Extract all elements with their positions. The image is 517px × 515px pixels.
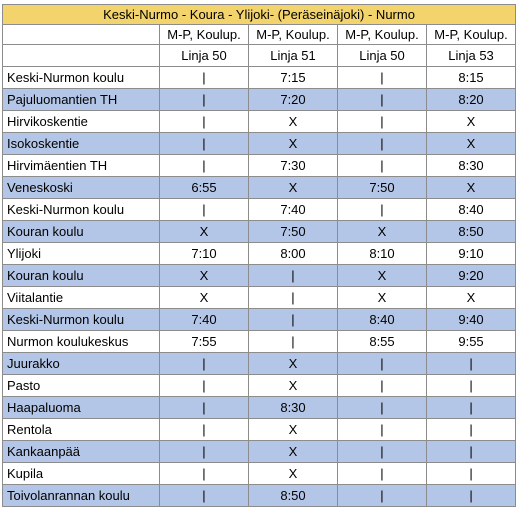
departure-cell: X [160,265,249,287]
stop-name: Kankaanpää [3,441,160,463]
title-row [3,5,516,25]
departure-cell: X [338,221,427,243]
departure-cell: | [338,199,427,221]
stop-name: Hirvimäentien TH [3,155,160,177]
stop-name: Keski-Nurmon koulu [3,199,160,221]
stop-row [3,419,516,441]
departure-cell: | [160,133,249,155]
stop-name: Nurmon koulukeskus [3,331,160,353]
stop-name: Viitalantie [3,287,160,309]
departure-cell: 6:55 [160,177,249,199]
stop-row [3,309,516,331]
departure-cell: | [338,133,427,155]
stop-row [3,243,516,265]
stop-row [3,265,516,287]
departure-cell: 8:30 [427,155,516,177]
departure-cell: 7:40 [160,309,249,331]
departure-cell: X [427,177,516,199]
departure-cell: 8:00 [249,243,338,265]
departure-cell: | [249,265,338,287]
header-days-row [3,25,516,45]
stop-name: Isokoskentie [3,133,160,155]
header-lines-row [3,45,516,67]
departure-cell: 7:40 [249,199,338,221]
stop-row [3,463,516,485]
departure-cell: X [249,441,338,463]
header-corner [3,25,160,45]
departure-cell: 9:10 [427,243,516,265]
departure-cell: X [338,287,427,309]
stop-row [3,485,516,507]
departure-cell: X [249,177,338,199]
departure-cell: | [160,463,249,485]
departure-cell: | [338,419,427,441]
departure-cell: 7:10 [160,243,249,265]
stop-name: Hirvikoskentie [3,111,160,133]
timetable [2,4,516,507]
departure-cell: | [338,463,427,485]
departure-cell: | [160,441,249,463]
departure-cell: | [160,111,249,133]
departure-cell: 7:15 [249,67,338,89]
header-day: M-P, Koulup. [427,25,516,45]
departure-cell: | [338,375,427,397]
departure-cell: X [338,265,427,287]
departure-cell: | [338,397,427,419]
departure-cell: | [427,397,516,419]
stop-name: Pasto [3,375,160,397]
departure-cell: | [160,397,249,419]
stop-row [3,199,516,221]
stop-name: Keski-Nurmon koulu [3,309,160,331]
departure-cell: | [160,375,249,397]
stop-row [3,177,516,199]
stop-row [3,155,516,177]
departure-cell: | [427,463,516,485]
departure-cell: | [338,67,427,89]
stop-row [3,441,516,463]
header-line: Linja 53 [427,45,516,67]
departure-cell: X [249,353,338,375]
departure-cell: 8:40 [427,199,516,221]
stop-row [3,89,516,111]
departure-cell: X [160,221,249,243]
departure-cell: X [249,375,338,397]
stop-row [3,111,516,133]
departure-cell: X [249,111,338,133]
departure-cell: 8:55 [338,331,427,353]
header-day: M-P, Koulup. [249,25,338,45]
departure-cell: 9:20 [427,265,516,287]
departure-cell: X [427,111,516,133]
departure-cell: 8:40 [338,309,427,331]
departure-cell: 8:30 [249,397,338,419]
stop-name: Toivolanrannan koulu [3,485,160,507]
departure-cell: 9:40 [427,309,516,331]
departure-cell: 8:50 [427,221,516,243]
departure-cell: X [249,463,338,485]
stop-row [3,221,516,243]
departure-cell: 7:50 [338,177,427,199]
stop-row [3,353,516,375]
departure-cell: | [427,441,516,463]
stop-name: Kouran koulu [3,221,160,243]
header-corner [3,45,160,67]
departure-cell: | [160,485,249,507]
departure-cell: X [160,287,249,309]
departure-cell: | [160,89,249,111]
departure-cell: | [427,485,516,507]
departure-cell: | [249,287,338,309]
departure-cell: X [427,287,516,309]
header-line: Linja 50 [338,45,427,67]
departure-cell: 9:55 [427,331,516,353]
departure-cell: | [427,419,516,441]
stop-name: Kouran koulu [3,265,160,287]
departure-cell: 7:30 [249,155,338,177]
stop-name: Veneskoski [3,177,160,199]
departure-cell: X [249,419,338,441]
departure-cell: | [160,67,249,89]
stop-row [3,397,516,419]
departure-cell: 8:50 [249,485,338,507]
departure-cell: | [338,353,427,375]
departure-cell: | [160,419,249,441]
departure-cell: 7:50 [249,221,338,243]
stop-row [3,287,516,309]
departure-cell: | [249,331,338,353]
timetable-title: Keski-Nurmo - Koura - Ylijoki- (Peräseinäjoki) - Nurmo [3,5,516,25]
stop-name: Ylijoki [3,243,160,265]
departure-cell: | [338,485,427,507]
stop-row [3,375,516,397]
departure-cell: | [338,89,427,111]
stop-row [3,67,516,89]
departure-cell: 7:20 [249,89,338,111]
header-day: M-P, Koulup. [338,25,427,45]
departure-cell: 7:55 [160,331,249,353]
departure-cell: X [427,133,516,155]
stop-name: Juurakko [3,353,160,375]
header-line: Linja 51 [249,45,338,67]
header-day: M-P, Koulup. [160,25,249,45]
departure-cell: | [427,375,516,397]
stop-name: Keski-Nurmon koulu [3,67,160,89]
departure-cell: X [249,133,338,155]
departure-cell: 8:20 [427,89,516,111]
departure-cell: | [160,353,249,375]
departure-cell: 8:15 [427,67,516,89]
departure-cell: 8:10 [338,243,427,265]
departure-cell: | [427,353,516,375]
departure-cell: | [160,199,249,221]
departure-cell: | [338,111,427,133]
stop-row [3,331,516,353]
stop-name: Kupila [3,463,160,485]
stop-row [3,133,516,155]
stop-name: Haapaluoma [3,397,160,419]
stop-name: Pajuluomantien TH [3,89,160,111]
departure-cell: | [160,155,249,177]
departure-cell: | [338,155,427,177]
stop-name: Rentola [3,419,160,441]
departure-cell: | [338,441,427,463]
header-line: Linja 50 [160,45,249,67]
departure-cell: | [249,309,338,331]
